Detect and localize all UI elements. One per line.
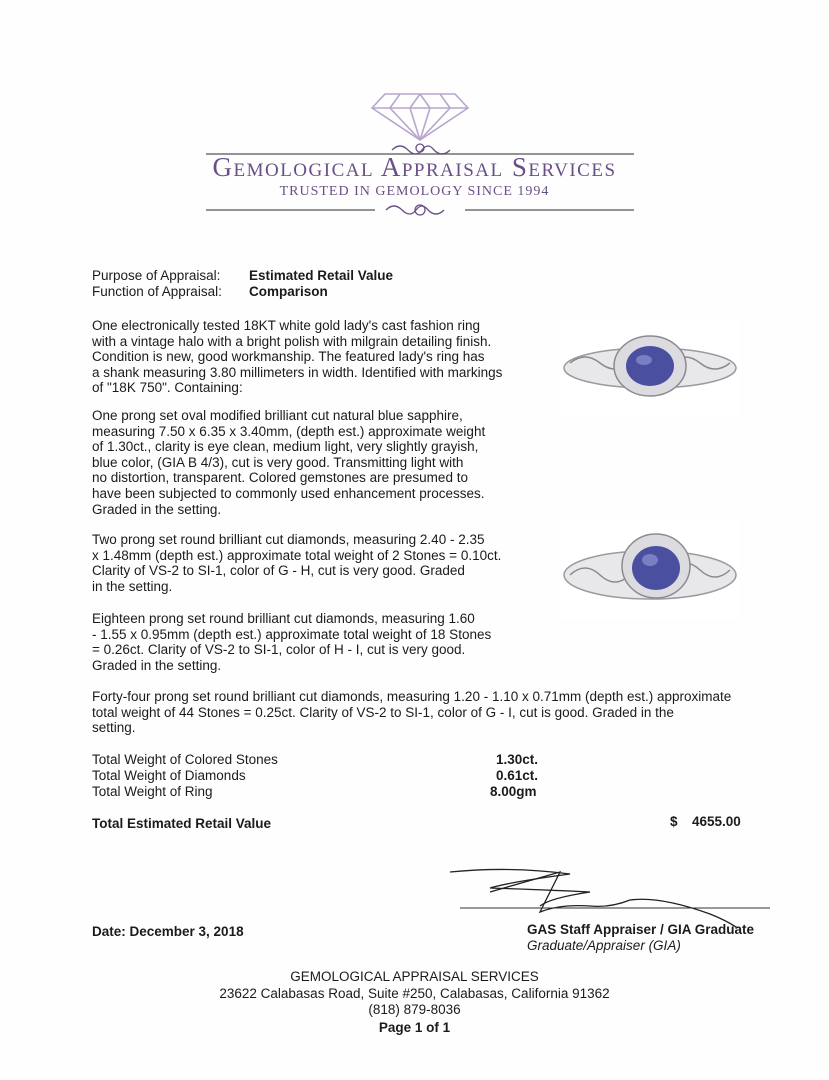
footer-address: 23622 Calabasas Road, Suite #250, Calabasas, California 91362	[219, 986, 610, 1001]
diamonds-weight-label: Total Weight of Diamonds	[92, 768, 246, 783]
ring-weight-label: Total Weight of Ring	[92, 784, 213, 799]
purpose-label: Purpose of Appraisal:	[92, 268, 221, 283]
retail-value-label: Total Estimated Retail Value	[92, 816, 272, 831]
appraiser-signature	[430, 858, 790, 928]
sapphire-paragraph: One prong set oval modified brilliant cut natural blue sapphire, measuring 7.50 x 6.35 x 3.40mm, (depth est.) approximate weight of 1.30ct., clarity is eye clean, medium light, very slightly grayish, blue color, (GIA B 4/3), cut is very good. Transmitting light with no distortion, transparent. Colored gemstones are presumed to have been subjected to commonly used enhancement processes. Graded in the setting.	[92, 408, 486, 517]
appraiser-subtitle: Graduate/Appraiser (GIA)	[527, 938, 681, 953]
currency-symbol: $	[670, 814, 678, 829]
description-paragraph: One electronically tested 18KT white gold lady's cast fashion ring with a vintage halo with a bright polish with milgrain detailing finish. Condition is new, good workmanship. The featured lady's ring has a shank measuring 3.80 millimeters in width. Identified with markings of "18K 750". Containing:	[92, 318, 503, 396]
company-name: Gemological Appraisal Services	[212, 152, 617, 182]
colored-weight-label: Total Weight of Colored Stones	[92, 752, 278, 767]
scroll-ornament-icon	[386, 205, 444, 215]
diamonds-weight-value: 0.61ct.	[496, 768, 539, 783]
appraiser-title: GAS Staff Appraiser / GIA Graduate	[527, 922, 755, 937]
appraisal-date: Date: December 3, 2018	[92, 924, 244, 939]
retail-value-amount: 4655.00	[692, 814, 741, 829]
function-value: Comparison	[249, 284, 328, 299]
ring-photo-angle	[560, 520, 740, 620]
diamond-logo-icon	[372, 94, 468, 140]
ring-photo-top	[560, 318, 740, 418]
footer-company: GEMOLOGICAL APPRAISAL SERVICES	[290, 969, 539, 984]
function-label: Function of Appraisal:	[92, 284, 222, 299]
ring-weight-value: 8.00gm	[490, 784, 537, 799]
diamonds-2-paragraph: Two prong set round brilliant cut diamonds, measuring 2.40 - 2.35 x 1.48mm (depth est.) approximate total weight of 2 Stones = 0.10ct. Clarity of VS-2 to SI-1, color of G - H, cut is very good. Graded in the setting.	[92, 532, 502, 594]
diamonds-44-paragraph: Forty-four prong set round brilliant cut diamonds, measuring 1.20 - 1.10 x 0.71mm (depth est.) approximate total weight of 44 Stones = 0.25ct. Clarity of VS-2 to SI-1, color of G - I, cut is good. Graded in the setting.	[92, 689, 732, 736]
colored-weight-value: 1.30ct.	[496, 752, 539, 767]
diamonds-18-paragraph: Eighteen prong set round brilliant cut diamonds, measuring 1.60 - 1.55 x 0.95mm (depth est.) approximate total weight of 18 Stones = 0.26ct. Clarity of VS-2 to SI-1, color of H - I, cut is very good. Graded in the setting.	[92, 611, 492, 673]
purpose-value: Estimated Retail Value	[249, 268, 394, 283]
company-tagline: TRUSTED IN GEMOLOGY SINCE 1994	[279, 184, 550, 199]
footer-phone: (818) 879-8036	[368, 1002, 461, 1017]
page-number: Page 1 of 1	[378, 1020, 451, 1035]
